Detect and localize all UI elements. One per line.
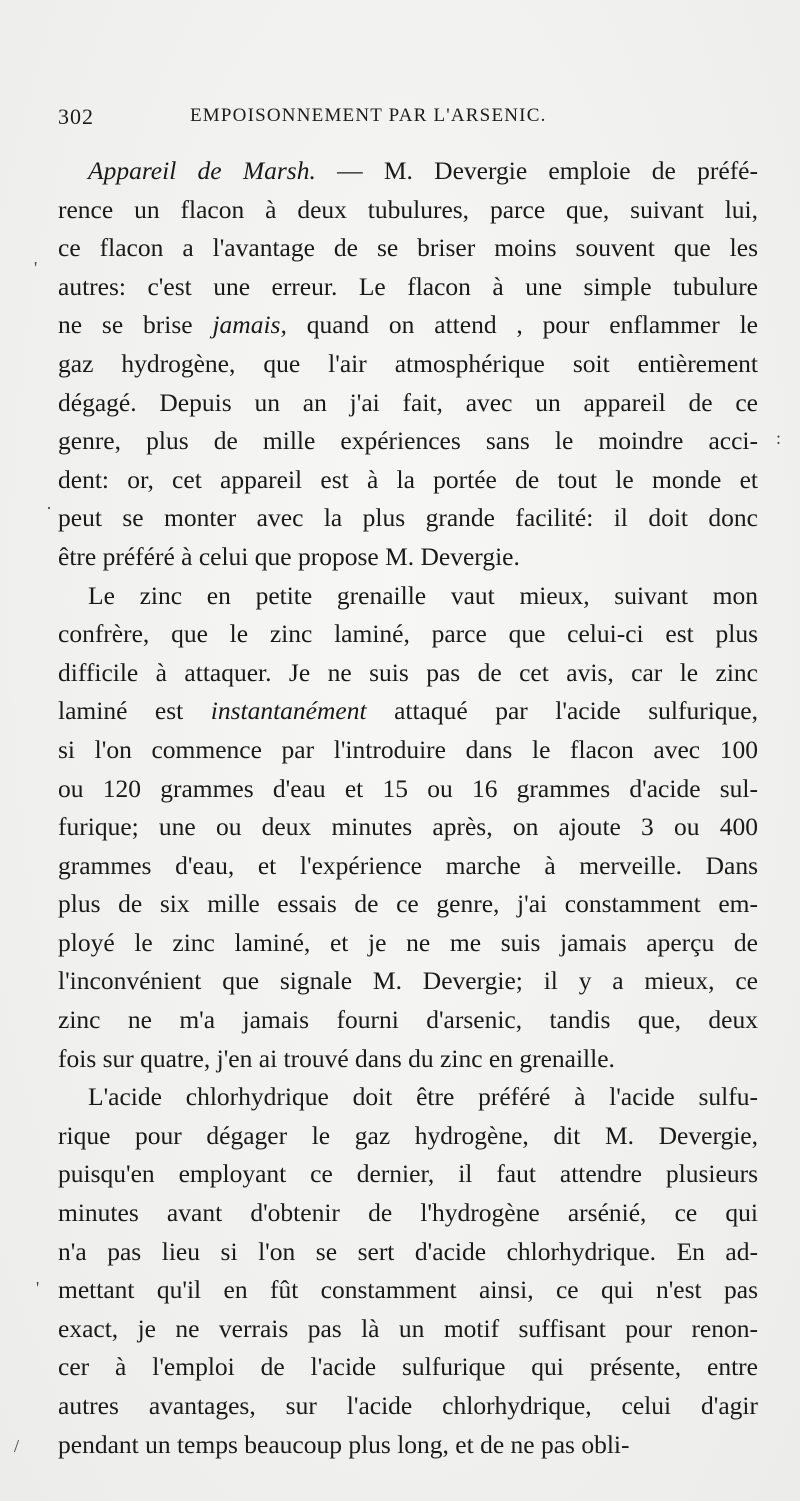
text-segment: Le zinc en petite grenaille vaut mieux, suivant mon [88, 580, 758, 610]
text-line [58, 1117, 758, 1156]
text-segment: autres avantages, sur l'acide chlorhydrique, celui d'agir [58, 1391, 758, 1420]
text-line [58, 1310, 758, 1349]
text-segment: exact, je ne verrais pas là un motif suffisant pour renon- [58, 1313, 758, 1343]
text-segment: gaz hydrogène, que l'air atmosphérique soit entièrement [58, 348, 758, 378]
margin-mark: / [14, 1436, 20, 1456]
text-segment: zinc ne m'a jamais fourni d'arsenic, tandis que, deux [58, 1005, 758, 1035]
text-line [58, 499, 758, 538]
text-line [58, 229, 758, 268]
text-line [58, 731, 758, 770]
text-line [58, 1194, 758, 1233]
text-line [58, 924, 758, 963]
text-segment: ne se brise [58, 310, 213, 340]
text-segment: rence un flacon à deux tubulures, parce que, suivant lui, [58, 194, 758, 224]
text-segment: peut se monter avec la plus grande facilité: il doit donc [58, 503, 758, 533]
text-line [58, 345, 758, 384]
margin-mark: ' [36, 1278, 40, 1298]
text-line [58, 268, 758, 307]
text-line [58, 1001, 758, 1040]
text-line [58, 306, 758, 345]
text-segment: si l'on commence par l'introduire dans le flacon avec 100 [58, 734, 758, 764]
page-number: 302 [58, 104, 94, 129]
text-segment: grammes d'eau, et l'expérience marche à merveille. Dans [58, 850, 758, 880]
text-line [58, 461, 758, 500]
text-segment: — M. Devergie emploie de préfé- [315, 156, 758, 185]
text-segment: être préféré à celui que propose M. Devergie. [58, 541, 520, 571]
italic-text: instantanément [210, 696, 367, 726]
text-line [58, 422, 758, 461]
text-line [58, 654, 758, 693]
text-segment: l'inconvénient que signale M. Devergie; il y a mieux, ce [58, 966, 758, 996]
text-segment: furique; une ou deux minutes après, on ajoute 3 ou 400 [58, 812, 758, 842]
text-line [58, 1233, 758, 1272]
text-line [58, 847, 758, 886]
text-segment: ployé le zinc laminé, et je ne me suis jamais aperçu de [58, 927, 758, 957]
text-line [58, 962, 758, 1001]
text-segment: confrère, que le zinc laminé, parce que celui-ci est plus [58, 619, 758, 649]
text-line [58, 615, 758, 654]
text-line [58, 1348, 758, 1387]
text-line [58, 1271, 758, 1310]
text-segment: laminé est [58, 696, 211, 726]
text-line [58, 885, 758, 924]
text-line [58, 808, 758, 847]
text-line [58, 692, 758, 731]
text-line [58, 538, 758, 577]
text-line [58, 577, 758, 616]
italic-text: Appareil de Marsh. [88, 156, 316, 185]
text-segment: mettant qu'il en fût constamment ainsi, ce qui n'est pas [58, 1275, 758, 1305]
text-segment: dent: or, cet appareil est à la portée de tout le monde et [58, 464, 758, 494]
page-header [58, 104, 758, 140]
text-segment: n'a pas lieu si l'on se sert d'acide chlorhydrique. En ad- [58, 1236, 758, 1266]
text-line [58, 191, 758, 230]
text-segment: quand on attend , pour enflammer le [286, 310, 758, 340]
text-segment: puisqu'en employant ce dernier, il faut attendre plusieurs [58, 1159, 758, 1189]
margin-mark: : [776, 428, 782, 448]
text-segment: L'acide chlorhydrique doit être préféré à l'acide sulfu- [88, 1082, 758, 1112]
text-line [58, 770, 758, 809]
text-segment: difficile à attaquer. Je ne suis pas de cet avis, car le zinc [58, 657, 758, 687]
text-segment: autres: c'est une erreur. Le flacon à une simple tubulure [58, 271, 758, 301]
text-segment: genre, plus de mille expériences sans le moindre acci- [58, 426, 758, 456]
text-segment: attaqué par l'acide sulfurique, [366, 696, 759, 726]
margin-mark: ' [34, 258, 38, 278]
text-line [58, 384, 758, 423]
running-title: EMPOISONNEMENT PAR L'ARSENIC. [190, 105, 547, 126]
text-line [58, 1426, 758, 1465]
text-segment: plus de six mille essais de ce genre, j'ai constamment em- [58, 889, 758, 919]
text-segment: cer à l'emploi de l'acide sulfurique qui présente, entre [58, 1352, 758, 1382]
text-segment: minutes avant d'obtenir de l'hydrogène arsénié, ce qui [58, 1198, 758, 1228]
text-segment: ce flacon a l'avantage de se briser moins souvent que les [58, 233, 758, 263]
body-text [58, 152, 758, 1464]
italic-text: jamais, [212, 310, 287, 340]
margin-mark: · [46, 498, 52, 518]
text-segment: fois sur quatre, j'en ai trouvé dans du zinc en grenaille. [58, 1043, 615, 1073]
text-segment: ou 120 grammes d'eau et 15 ou 16 grammes d'acide sul- [58, 773, 758, 803]
text-line [58, 152, 758, 191]
text-line [58, 1040, 758, 1079]
text-segment: pendant un temps beaucoup plus long, et de ne pas obli- [58, 1429, 630, 1459]
text-line [58, 1078, 758, 1117]
text-segment: rique pour dégager le gaz hydrogène, dit M. Devergie, [58, 1120, 758, 1150]
text-line [58, 1155, 758, 1194]
text-segment: dégagé. Depuis un an j'ai fait, avec un appareil de ce [58, 387, 758, 417]
text-line [58, 1387, 758, 1426]
